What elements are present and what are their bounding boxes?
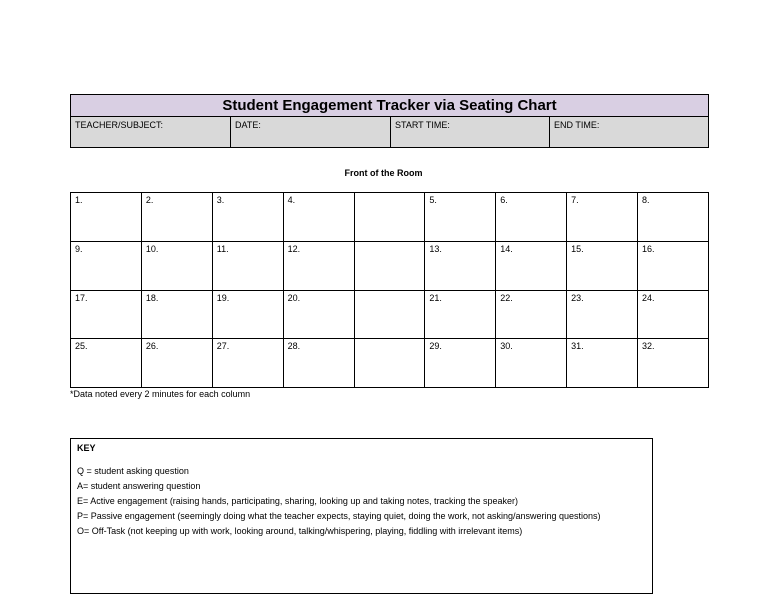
seat-cell[interactable]: 7. [567,193,638,242]
teacher-subject-field[interactable]: TEACHER/SUBJECT: [71,117,231,147]
seat-cell[interactable]: 8. [638,193,709,242]
seat-cell[interactable]: 6. [496,193,567,242]
date-field[interactable]: DATE: [231,117,391,147]
seat-cell[interactable]: 1. [71,193,142,242]
key-line-a: A= student answering question [77,481,201,491]
seat-cell[interactable]: 11. [212,241,283,290]
seat-cell[interactable]: 15. [567,241,638,290]
seat-cell[interactable]: 20. [283,290,354,339]
seat-cell[interactable]: 27. [212,339,283,388]
seat-cell[interactable]: 21. [425,290,496,339]
data-note: *Data noted every 2 minutes for each column [70,389,251,399]
seat-cell[interactable]: 19. [212,290,283,339]
seat-cell[interactable]: 30. [496,339,567,388]
seat-row [71,339,709,388]
seat-cell[interactable]: 3. [212,193,283,242]
aisle-cell[interactable] [354,193,425,242]
seat-row [71,193,709,242]
key-line-e: E= Active engagement (raising hands, participating, sharing, looking up and taking notes, tracking the speaker) [77,496,519,506]
key-line-p: P= Passive engagement (seemingly doing what the teacher expects, staying quiet, doing the work, not asking/answering questions) [77,511,601,521]
seat-cell[interactable]: 25. [71,339,142,388]
seat-cell[interactable]: 31. [567,339,638,388]
start-time-field[interactable]: START TIME: [391,117,550,147]
seat-cell[interactable]: 18. [141,290,212,339]
aisle-cell[interactable] [354,339,425,388]
key-box [70,438,653,594]
page-title: Student Engagement Tracker via Seating Chart [71,95,708,117]
seat-cell[interactable]: 29. [425,339,496,388]
seat-cell[interactable]: 13. [425,241,496,290]
seat-cell[interactable]: 5. [425,193,496,242]
header-fields-row [71,117,708,147]
header-table [70,94,709,148]
seating-chart-grid [70,192,709,388]
aisle-cell[interactable] [354,290,425,339]
seat-cell[interactable]: 9. [71,241,142,290]
seat-cell[interactable]: 23. [567,290,638,339]
aisle-cell[interactable] [354,241,425,290]
seat-cell[interactable]: 32. [638,339,709,388]
seat-cell[interactable]: 10. [141,241,212,290]
seat-cell[interactable]: 22. [496,290,567,339]
seat-cell[interactable]: 26. [141,339,212,388]
seat-row [71,290,709,339]
key-line-q: Q = student asking question [77,466,189,476]
end-time-field[interactable]: END TIME: [554,120,600,130]
seat-cell[interactable]: 14. [496,241,567,290]
key-line-o: O= Off-Task (not keeping up with work, looking around, talking/whispering, playing, fiddling with irrelevant items) [77,526,523,536]
front-of-room-label: Front of the Room [344,168,423,178]
seat-cell[interactable]: 24. [638,290,709,339]
seat-cell[interactable]: 16. [638,241,709,290]
seat-cell[interactable]: 12. [283,241,354,290]
seat-cell[interactable]: 17. [71,290,142,339]
seat-cell[interactable]: 28. [283,339,354,388]
seat-cell[interactable]: 2. [141,193,212,242]
seat-row [71,241,709,290]
seat-cell[interactable]: 4. [283,193,354,242]
key-title: KEY [77,443,96,453]
